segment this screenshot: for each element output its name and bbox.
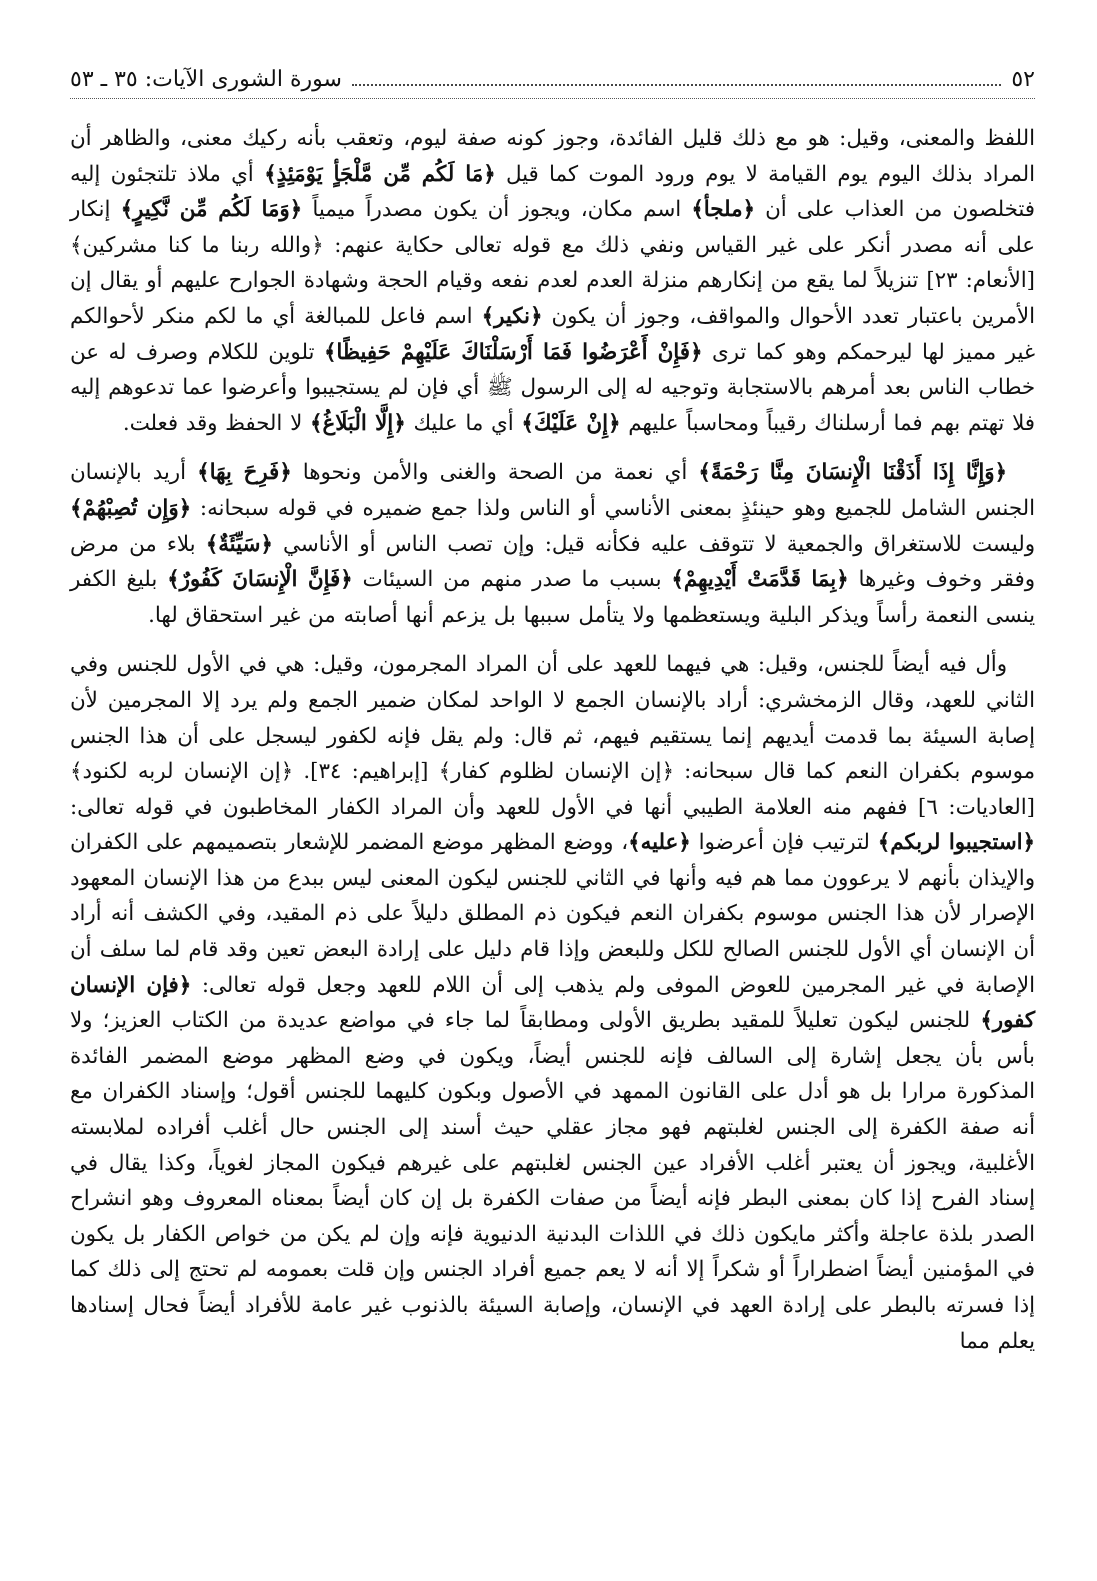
quran-quote: ﴿وَمَا لَكُم مِّن نَّكِيرٍ﴾ [120,197,303,223]
text-segment: ، ووضع المظهر موضع المضمر للإشعار بتصميمهم على الكفران والإيذان بأنهم لا يرعوون مما هم فيه وأنها في الثاني للجنس ليكون المعنى ليس ببدع من هذا الإنسان المعهود الإصرار لأن هذا الجنس موسوم بكفران النعم فيكون ذم المطلق دليلاً على ذم المقيد، وفي الكشف أنه أراد أن الإنسان أي الأول للجنس الصالح للكل وللبعض وإذا قام دليل على إرادة البعض تعين وقد قام لما سلف أن الإصابة في غير المجرمين للعوض الموفى ولم يذهب إلى أن اللام للعهد وجعل قوله تعالى: [70,830,1035,998]
quran-quote: ﴿نكير﴾ [481,303,543,329]
text-segment: بسبب ما صدر منهم من السيئات [352,567,672,593]
text-segment: ﴿إن الإنسان لربه لكنود﴾ [70,759,294,785]
page-number: ٥٢ [1011,67,1035,92]
text-segment: تلوين للكلام وصرف له عن خطاب الناس بعد أمرهم بالاستجابة وتوجيه له إلى الرسول ﷺ أي فإن لم يستجيبوا وأعرضوا عما تدعوهم إليه فلا تهتم بهم فما أرسلناك رقيباً ومحاسباً عليهم [70,339,1035,436]
text-segment: اسم مكان، ويجوز أن يكون مصدراً ميمياً [302,197,692,223]
quran-quote: ﴿فإن الإنسان كفور﴾ [70,972,1035,1034]
running-title: سورة الشورى الآيات: ٣٥ ـ ٥٣ [70,67,342,92]
text-segment: اسم فاعل للمبالغة أي ما لكم منكر لأحوالكم غير مميز لها ليرحمكم وهو كما ترى [70,303,1036,365]
leader-dots [352,84,1001,86]
quran-quote: ﴿وَإِنَّا إِذَا أَذَقْنَا الْإِنسَانَ مِنَّا رَحْمَةً﴾ [698,460,1007,486]
paragraph [70,121,1035,441]
text-segment: أريد بالإنسان الجنس الشامل للجميع وهو حينئذٍ بمعنى الأناسي أو الناس ولذا جمع ضميره في قوله سبحانه: [70,460,1035,521]
text-segment: وأل فيه أيضاً للجنس، وقيل: هي فيهما للعهد على أن المراد المجرمون، وقيل: هي في الأول للجنس وفي الثاني للعهد، وقال الزمخشري: أراد بالإنسان الجمع لا الواحد لمكان ضمير الجمع ولم يرد إلا المجرمين لأن إصابة السيئة بما قدمت أيديهم إنما يستقيم فيهم، ثم قال: ولم يقل فإنه لكفور ليسجل على أن هذا الجنس موسوم بكفران النعم كما قال سبحانه: [70,652,1035,785]
text-segment: ﴿والله ربنا ما كنا مشركين﴾ [70,232,324,258]
quran-quote: ﴿عليه﴾ [628,830,691,856]
quran-quote: ﴿فَرِحَ بِهَا﴾ [197,460,292,486]
quran-quote: ﴿بِمَا قَدَّمَتْ أَيْدِيهِمْ﴾ [671,567,849,593]
text-segment: ﴿إن الإنسان لظلوم كفار﴾ [438,759,674,785]
text-segment: [العاديات: ٦] ففهم منه العلامة الطيبي أنها في الأول للعهد وأن المراد الكفار المخاطبون في قوله تعالى: [70,794,1035,820]
document-page [70,62,1035,1359]
quran-quote: ﴿مَا لَكُم مِّن مَّلْجَأٍ يَوْمَئِذٍ﴾ [264,161,496,187]
text-segment: بلاء من مرض وفقر وخوف وغيرها [70,531,1035,593]
text-segment: [الأنعام: ٢٣] تنزيلاً لما يقع من إنكارهم منزلة العدم لعدم نفعه وقيام الحجة وشهادة الجوارح عليهم أو يقال إن الأمرين باعتبار تعدد الأحوال والمواقف، وجوز أن يكون [70,268,1035,329]
text-segment: إنكار على أنه مصدر أنكر على غير القياس ونفي ذلك مع قوله تعالى حكاية عنهم: [70,197,1035,258]
text-segment: بليغ الكفر ينسى النعمة رأساً ويذكر البلية ويستعظمها ولا يتأمل سببها بل يزعم أنها أصابته من غير استحقاق لها. [70,567,1035,628]
body-text [70,121,1035,1359]
text-segment: للجنس ليكون تعليلاً للمقيد بطريق الأولى ومطابقاً لما جاء في مواضع عديدة من الكتاب العزيز؛ ولا بأس بأن يجعل إشارة إلى السالف فإنه للجنس أيضاً، ويكون في وضع المظهر موضع المضمر الفائدة المذكورة مرارا بل هو أدل على القانون الممهد في الأصول وبكون كليهما للجنس أقول؛ وإسناد الكفران مع أنه صفة الكفرة إلى الجنس لغلبتهم فهو مجاز عقلي حيث أسند إلى الجنس حال أغلب أفراده لملابسته الأغلبية، ويجوز أن يعتبر أغلب الأفراد عين الجنس لغلبتهم على غيرهم فيكون المجاز لغوياً، وكذا يقال في إسناد الفرح إذا كان بمعنى البطر فإنه أيضاً من صفات الكفرة بل إن كان أيضاً بمعناه المعروف وهو انشراح الصدر بلذة عاجلة وأكثر مايكون ذلك في اللذات البدنية الدنيوية فإنه وإن لم يكن من خواص الكفار بل يكون في المؤمنين أيضاً اضطراراً أو شكراً إلا أنه لا يعم جميع أفراد الجنس وإن قلت بعمومه لم تحتج إلى ذلك كما إذا فسرته بالبطر على إرادة العهد في الإنسان، وإصابة السيئة بالذنوب غير عامة للأفراد أيضاً فحال إسنادها يعلم مما [70,1008,1035,1354]
quran-quote: ﴿إِلَّا الْبَلَاغُ﴾ [310,410,406,436]
text-segment: أي ملاذ تلتجئون إليه فتخلصون من العذاب على أن [70,161,1035,223]
text-segment: لا الحفظ وقد فعلت. [122,410,311,436]
text-segment: وليست للاستغراق والجمعية لا تتوقف عليه فكأنه قيل: وإن تصب الناس أو الأناسي [272,531,1035,557]
text-segment: [إبراهيم: ٣٤]. [293,759,439,785]
quran-quote: ﴿وَإِن تُصِبْهُمْ﴾ [70,495,192,521]
quran-quote: ﴿فَإِنَّ الْإِنسَانَ كَفُورٌ﴾ [167,567,353,593]
quran-quote: ﴿استجيبوا لربكم﴾ [877,830,1036,856]
quran-quote: ﴿سَيِّئَةٌ﴾ [205,531,273,557]
paragraph [70,647,1035,1359]
paragraph [70,455,1035,633]
running-header [70,62,1035,99]
text-segment: أي ما عليك [405,410,522,436]
text-segment: اللفظ والمعنى، وقيل: هو مع ذلك قليل الفائدة، وجوز كونه صفة ليوم، وتعقب بأنه ركيك معنى، والظاهر أن المراد بذلك اليوم يوم القيامة لا يوم ورود الموت كما قيل [70,126,1036,187]
quran-quote: ﴿إِنْ عَلَيْكَ﴾ [521,410,621,436]
quran-quote: ﴿فَإِنْ أَعْرَضُوا فَمَا أَرْسَلْنَاكَ عَلَيْهِمْ حَفِيظًا﴾ [323,339,703,365]
text-segment: لترتيب فإن أعرضوا [690,830,878,856]
text-segment: أي نعمة من الصحة والغنى والأمن ونحوها [291,460,699,486]
quran-quote: ﴿ملجأ﴾ [691,197,755,223]
